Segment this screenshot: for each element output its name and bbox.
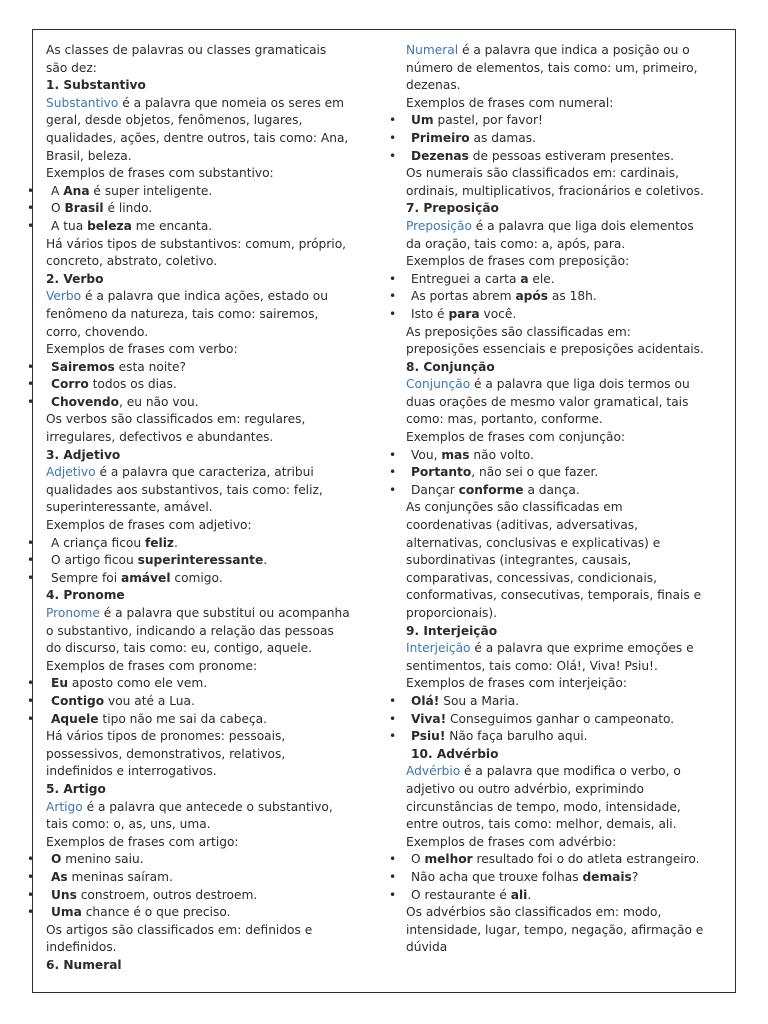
text-segment: resultado foi o do atleta estrangeiro. — [472, 852, 700, 867]
text-segment: irregulares, defectivos e abundantes. — [46, 430, 274, 445]
bullet-icon: • — [27, 535, 35, 550]
text-segment: entre outros, tais como: melhor, demais, ali. — [406, 817, 677, 832]
text-line — [46, 728, 376, 746]
text-segment: é a palavra que exprime emoções e — [470, 641, 694, 656]
term-word: Substantivo — [46, 95, 119, 110]
example-list-item — [389, 464, 724, 482]
section-heading — [46, 781, 376, 799]
text-line — [406, 324, 724, 342]
text-line — [46, 60, 376, 78]
text-segment: qualidades aos substantivos, tais como: feliz, — [46, 482, 323, 497]
emphasized-word: demais — [582, 869, 632, 884]
bullet-icon: • — [389, 306, 397, 321]
emphasized-word: Psiu! — [411, 729, 446, 744]
text-line — [46, 112, 376, 130]
text-segment: vou até a Lua. — [104, 693, 195, 708]
bullet-icon: • — [27, 887, 35, 902]
text-segment: ele. — [528, 271, 555, 286]
text-line — [46, 288, 376, 306]
text-segment: esta noite? — [114, 359, 186, 374]
text-segment: Exemplos de frases com artigo: — [46, 834, 239, 849]
text-segment: subordinativas (integrantes, causais, — [406, 553, 632, 568]
bullet-icon: • — [389, 130, 397, 145]
text-line — [406, 499, 724, 517]
text-line — [406, 834, 724, 852]
text-segment: As preposições são classificadas em: — [406, 324, 631, 339]
text-segment: tais como: o, as, uns, uma. — [46, 817, 211, 832]
emphasized-word: Ana — [63, 183, 90, 198]
text-line — [406, 42, 724, 60]
text-line — [406, 535, 724, 553]
bullet-icon: • — [389, 729, 397, 744]
text-segment: comparativas, concessivas, condicionais, — [406, 570, 657, 585]
text-line — [46, 341, 376, 359]
bullet-icon: • — [27, 852, 35, 867]
example-list-item — [389, 693, 724, 711]
example-list-item — [389, 130, 724, 148]
text-line — [406, 394, 724, 412]
example-list-item — [27, 183, 376, 201]
text-segment: . — [174, 535, 178, 550]
text-segment: Exemplos de frases com interjeição: — [406, 676, 627, 691]
text-segment: Conseguimos ganhar o campeonato. — [446, 711, 675, 726]
bullet-icon: • — [389, 113, 397, 128]
bullet-icon: • — [389, 887, 397, 902]
text-segment: A — [51, 183, 64, 198]
text-segment: Não faça barulho aqui. — [445, 729, 588, 744]
emphasized-word: Uns — [51, 887, 77, 902]
right-column — [389, 42, 724, 957]
text-segment: geral, desde objetos, fenômenos, lugares, — [46, 113, 303, 128]
bullet-icon: • — [27, 905, 35, 920]
example-list-item — [27, 218, 376, 236]
text-segment: menino saiu. — [61, 852, 144, 867]
text-segment: possessivos, demonstrativos, relativos, — [46, 746, 286, 761]
bullet-icon: • — [389, 289, 397, 304]
bullet-icon: • — [27, 676, 35, 691]
emphasized-word: conforme — [458, 482, 524, 497]
text-segment: o substantivo, indicando a relação das pessoas — [46, 623, 334, 638]
example-list-item — [27, 675, 376, 693]
text-segment: indefinidos e interrogativos. — [46, 764, 217, 779]
text-segment: são dez: — [46, 60, 97, 75]
bullet-icon: • — [27, 570, 35, 585]
text-segment: As portas abrem — [411, 289, 516, 304]
text-segment: chance é o que preciso. — [81, 905, 231, 920]
section-heading — [46, 447, 376, 465]
text-segment: proporcionais). — [406, 606, 497, 620]
text-segment: Os artigos são classificados em: definidos e — [46, 922, 313, 937]
text-segment: é a palavra que liga dois elementos — [471, 218, 694, 233]
text-segment: Exemplos de frases com verbo: — [46, 342, 238, 357]
text-line — [406, 587, 724, 605]
text-line — [46, 658, 376, 676]
text-segment: é a palavra que caracteriza, atribui — [95, 465, 314, 480]
bullet-icon: • — [27, 394, 35, 409]
text-line — [406, 95, 724, 113]
text-segment: . — [527, 887, 532, 902]
text-segment: Exemplos de frases com advérbio: — [406, 834, 617, 849]
text-segment: duas orações de mesmo valor gramatical, tais — [406, 394, 689, 409]
text-line — [46, 411, 376, 429]
text-segment: é a palavra que antecede o substantivo, — [82, 799, 333, 814]
example-list-item — [27, 711, 376, 729]
text-segment: 5. Artigo — [46, 781, 106, 796]
text-line — [406, 781, 724, 799]
example-list-item — [389, 306, 724, 324]
text-segment: preposições essenciais e preposições acidentais. — [406, 342, 704, 357]
emphasized-word: mas — [441, 447, 470, 462]
emphasized-word: superinteressante — [137, 553, 264, 568]
text-segment: qualidades, ações, dentre outros, tais como: Ana, — [46, 130, 349, 145]
example-list-item — [27, 693, 376, 711]
text-line — [406, 253, 724, 271]
text-segment: Os verbos são classificados em: regulares, — [46, 412, 306, 427]
text-segment: A criança ficou — [51, 535, 145, 550]
left-column — [27, 42, 376, 974]
example-list-item — [389, 271, 724, 289]
text-segment: Os numerais são classificados em: cardinais, — [406, 166, 680, 181]
example-list-item — [27, 200, 376, 218]
text-line — [406, 429, 724, 447]
text-segment: as damas. — [469, 130, 536, 145]
text-segment: é lindo. — [103, 201, 153, 216]
section-heading — [46, 957, 376, 975]
text-line — [46, 640, 376, 658]
example-list-item — [27, 552, 376, 570]
term-word: Artigo — [46, 799, 83, 814]
text-segment: 10. Advérbio — [411, 746, 499, 761]
example-list-item — [389, 869, 724, 887]
section-heading — [406, 200, 724, 218]
bullet-icon: • — [389, 465, 397, 480]
text-line — [46, 165, 376, 183]
text-line — [46, 253, 376, 271]
bullet-icon: • — [27, 553, 35, 568]
text-line — [46, 148, 376, 166]
text-segment: constroem, outros destroem. — [76, 887, 258, 902]
term-word: Adjetivo — [46, 465, 96, 480]
text-line — [406, 658, 724, 676]
text-line — [46, 746, 376, 764]
emphasized-word: Chovendo — [51, 394, 119, 409]
text-segment: concreto, abstrato, coletivo. — [46, 254, 218, 269]
section-heading — [406, 359, 724, 377]
term-word: Preposição — [406, 218, 472, 233]
example-list-item — [27, 359, 376, 377]
text-line — [46, 464, 376, 482]
example-list-item — [389, 288, 724, 306]
text-segment: , eu não vou. — [118, 394, 199, 409]
emphasized-word: Primeiro — [411, 130, 470, 145]
text-segment: 8. Conjunção — [406, 359, 495, 374]
text-segment: você. — [479, 306, 517, 321]
text-line — [406, 922, 724, 940]
bullet-icon: • — [27, 869, 35, 884]
emphasized-word: amável — [120, 570, 171, 585]
text-segment: Exemplos de frases com pronome: — [46, 658, 258, 673]
text-line — [46, 306, 376, 324]
text-segment: . — [263, 553, 268, 568]
text-segment: 2. Verbo — [46, 271, 104, 286]
text-segment: Sou a Maria. — [439, 693, 520, 708]
term-word: Pronome — [46, 606, 100, 620]
text-segment: aposto como ele vem. — [68, 676, 208, 691]
emphasized-word: Olá! — [411, 693, 440, 708]
emphasized-word: Brasil — [64, 201, 104, 216]
term-word: Verbo — [46, 289, 82, 304]
text-segment: Não acha que trouxe folhas — [411, 869, 583, 884]
text-segment: O — [51, 201, 65, 216]
example-list-item — [27, 394, 376, 412]
emphasized-word: beleza — [87, 218, 132, 233]
document-page — [27, 29, 736, 993]
text-segment: 9. Interjeição — [406, 623, 498, 638]
section-heading — [46, 271, 376, 289]
bullet-icon: • — [389, 693, 397, 708]
example-list-item — [27, 904, 376, 922]
text-line — [406, 218, 724, 236]
example-list-item — [389, 482, 724, 500]
text-line — [406, 77, 724, 95]
emphasized-word: Portanto — [411, 465, 472, 480]
text-segment: A tua — [51, 218, 88, 233]
emphasized-word: Aquele — [51, 711, 99, 726]
bullet-icon: • — [27, 693, 35, 708]
text-segment: intensidade, lugar, tempo, negação, afirmação e — [406, 922, 704, 937]
text-line — [406, 605, 724, 623]
text-line — [406, 236, 724, 254]
text-segment: Dançar — [411, 482, 459, 497]
example-list-item — [27, 570, 376, 588]
text-segment: dezenas. — [406, 78, 461, 93]
text-segment: superinteressante, amável. — [46, 500, 213, 515]
bullet-icon: • — [389, 711, 397, 726]
example-list-item — [27, 535, 376, 553]
example-list-item — [27, 376, 376, 394]
text-segment: fenômeno da natureza, tais como: sairemos, — [46, 306, 319, 321]
section-heading — [406, 746, 724, 764]
text-segment: conformativas, consecutivas, temporais, finais e — [406, 588, 702, 603]
emphasized-word: Uma — [51, 905, 82, 920]
text-segment: meninas saíram. — [67, 869, 173, 884]
text-line — [406, 517, 724, 535]
text-segment: é a palavra que liga dois termos ou — [470, 377, 690, 392]
text-line — [46, 482, 376, 500]
text-segment: O artigo ficou — [51, 553, 138, 568]
example-list-item — [389, 728, 724, 746]
emphasized-word: para — [448, 306, 480, 321]
text-segment: O restaurante é — [411, 887, 511, 902]
text-segment: é a palavra que substitui ou acompanha — [99, 606, 350, 620]
text-segment: é a palavra que indica ações, estado ou — [81, 289, 328, 304]
text-segment: Há vários tipos de pronomes: pessoais, — [46, 729, 286, 744]
emphasized-word: a — [520, 271, 529, 286]
bullet-icon: • — [389, 869, 397, 884]
text-segment: é a palavra que indica a posição ou o — [458, 43, 690, 57]
text-segment: ordinais, multiplicativos, fracionários e coletivos. — [406, 183, 704, 198]
example-list-item — [389, 887, 724, 905]
text-segment: Exemplos de frases com conjunção: — [406, 430, 626, 445]
text-line — [406, 165, 724, 183]
text-line — [46, 517, 376, 535]
text-segment: alternativas, conclusivas e explicativas) e — [406, 535, 661, 550]
text-segment: Brasil, beleza. — [46, 148, 132, 163]
text-segment: Exemplos de frases com adjetivo: — [46, 518, 252, 533]
text-segment: do discurso, tais como: eu, contigo, aquele. — [46, 641, 312, 656]
text-line — [46, 623, 376, 641]
example-list-item — [27, 887, 376, 905]
emphasized-word: Eu — [51, 676, 69, 691]
text-line — [406, 675, 724, 693]
text-segment: me encanta. — [131, 218, 213, 233]
example-list-item — [389, 112, 724, 130]
text-segment: 4. Pronome — [46, 588, 125, 603]
bullet-icon: • — [389, 482, 397, 497]
emphasized-word: após — [515, 289, 549, 304]
text-segment: Exemplos de frases com preposição: — [406, 254, 630, 269]
text-line — [406, 904, 724, 922]
text-segment: Exemplos de frases com substantivo: — [46, 166, 274, 181]
emphasized-word: feliz — [144, 535, 175, 550]
text-line — [46, 834, 376, 852]
text-segment: O — [411, 852, 425, 867]
text-segment: Sempre foi — [51, 570, 121, 585]
bullet-icon: • — [27, 201, 35, 216]
text-segment: 1. Substantivo — [46, 78, 146, 93]
text-segment: como: mas, portanto, conforme. — [406, 412, 603, 427]
emphasized-word: As — [51, 869, 68, 884]
section-heading — [406, 623, 724, 641]
example-list-item — [389, 851, 724, 869]
bullet-icon: • — [389, 271, 397, 286]
emphasized-word: Um — [411, 113, 434, 128]
section-heading — [46, 587, 376, 605]
text-line — [46, 939, 376, 957]
bullet-icon: • — [27, 359, 35, 374]
text-line — [46, 763, 376, 781]
text-segment: as 18h. — [548, 289, 597, 304]
text-segment: Vou, — [411, 447, 442, 462]
text-segment: 7. Preposição — [406, 201, 499, 216]
text-segment: dúvida — [406, 940, 448, 955]
text-segment: Entreguei a carta — [411, 271, 521, 286]
emphasized-word: Viva! — [411, 711, 447, 726]
text-line — [46, 799, 376, 817]
text-segment: a dança. — [523, 482, 580, 497]
text-segment: tipo não me sai da cabeça. — [98, 711, 268, 726]
bullet-icon: • — [27, 377, 35, 392]
text-line — [46, 605, 376, 623]
term-word: Interjeição — [406, 641, 471, 656]
text-segment: número de elementos, tais como: um, primeiro, — [406, 60, 698, 75]
bullet-icon: • — [389, 447, 397, 462]
text-segment: 6. Numeral — [46, 957, 122, 972]
bullet-icon: • — [389, 148, 397, 163]
term-word: Conjunção — [406, 377, 471, 392]
text-segment: não volto. — [469, 447, 534, 462]
text-line — [406, 183, 724, 201]
text-segment: , não sei o que fazer. — [471, 465, 599, 480]
text-line — [46, 429, 376, 447]
example-list-item — [27, 851, 376, 869]
text-segment: todos os dias. — [88, 377, 177, 392]
text-line — [406, 411, 724, 429]
example-list-item — [389, 148, 724, 166]
example-list-item — [389, 711, 724, 729]
text-segment: Exemplos de frases com numeral: — [406, 95, 614, 110]
text-line — [406, 939, 724, 957]
emphasized-word: Contigo — [51, 693, 105, 708]
text-line — [46, 95, 376, 113]
section-heading — [46, 77, 376, 95]
text-line — [406, 376, 724, 394]
example-list-item — [27, 869, 376, 887]
bullet-icon: • — [389, 852, 397, 867]
emphasized-word: Corro — [51, 377, 89, 392]
text-segment: sentimentos, tais como: Olá!, Viva! Psiu!. — [406, 658, 658, 673]
text-segment: Os advérbios são classificados em: modo, — [406, 905, 662, 920]
text-segment: As conjunções são classificadas em — [406, 500, 623, 515]
text-segment: As classes de palavras ou classes gramaticais — [46, 43, 327, 57]
text-line — [46, 324, 376, 342]
text-segment: circunstâncias de tempo, modo, intensidade, — [406, 799, 681, 814]
text-line — [406, 799, 724, 817]
bullet-icon: • — [27, 218, 35, 233]
text-line — [46, 922, 376, 940]
text-segment: é a palavra que modifica o verbo, o — [460, 764, 681, 779]
emphasized-word: O — [51, 852, 62, 867]
text-line — [406, 816, 724, 834]
text-line — [406, 552, 724, 570]
text-segment: 3. Adjetivo — [46, 447, 121, 462]
text-segment: coordenativas (aditivas, adversativas, — [406, 518, 639, 533]
text-line — [46, 130, 376, 148]
text-segment: Isto é — [411, 306, 449, 321]
text-line — [46, 499, 376, 517]
term-word: Advérbio — [406, 764, 461, 779]
text-line — [406, 341, 724, 359]
text-line — [406, 640, 724, 658]
text-line — [46, 42, 376, 60]
text-segment: adjetivo ou outro advérbio, exprimindo — [406, 781, 644, 796]
text-segment: ? — [631, 869, 639, 884]
text-line — [406, 763, 724, 781]
text-line — [406, 570, 724, 588]
text-segment: corro, chovendo. — [46, 324, 149, 339]
emphasized-word: Sairemos — [51, 359, 115, 374]
text-segment: de pessoas estiveram presentes. — [468, 148, 674, 163]
example-list-item — [389, 447, 724, 465]
emphasized-word: melhor — [424, 852, 473, 867]
text-segment: indefinidos. — [46, 940, 117, 955]
term-word: Numeral — [406, 43, 459, 57]
text-segment: Há vários tipos de substantivos: comum, próprio, — [46, 236, 347, 251]
text-segment: comigo. — [170, 570, 223, 585]
text-line — [46, 236, 376, 254]
bullet-icon: • — [27, 711, 35, 726]
text-line — [46, 816, 376, 834]
emphasized-word: Dezenas — [411, 148, 469, 163]
text-segment: da oração, tais como: a, após, para. — [406, 236, 626, 251]
text-segment: pastel, por favor! — [433, 113, 543, 128]
text-segment: é super inteligente. — [89, 183, 213, 198]
emphasized-word: ali — [510, 887, 528, 902]
text-line — [406, 60, 724, 78]
bullet-icon: • — [27, 183, 35, 198]
text-segment: é a palavra que nomeia os seres em — [118, 95, 345, 110]
